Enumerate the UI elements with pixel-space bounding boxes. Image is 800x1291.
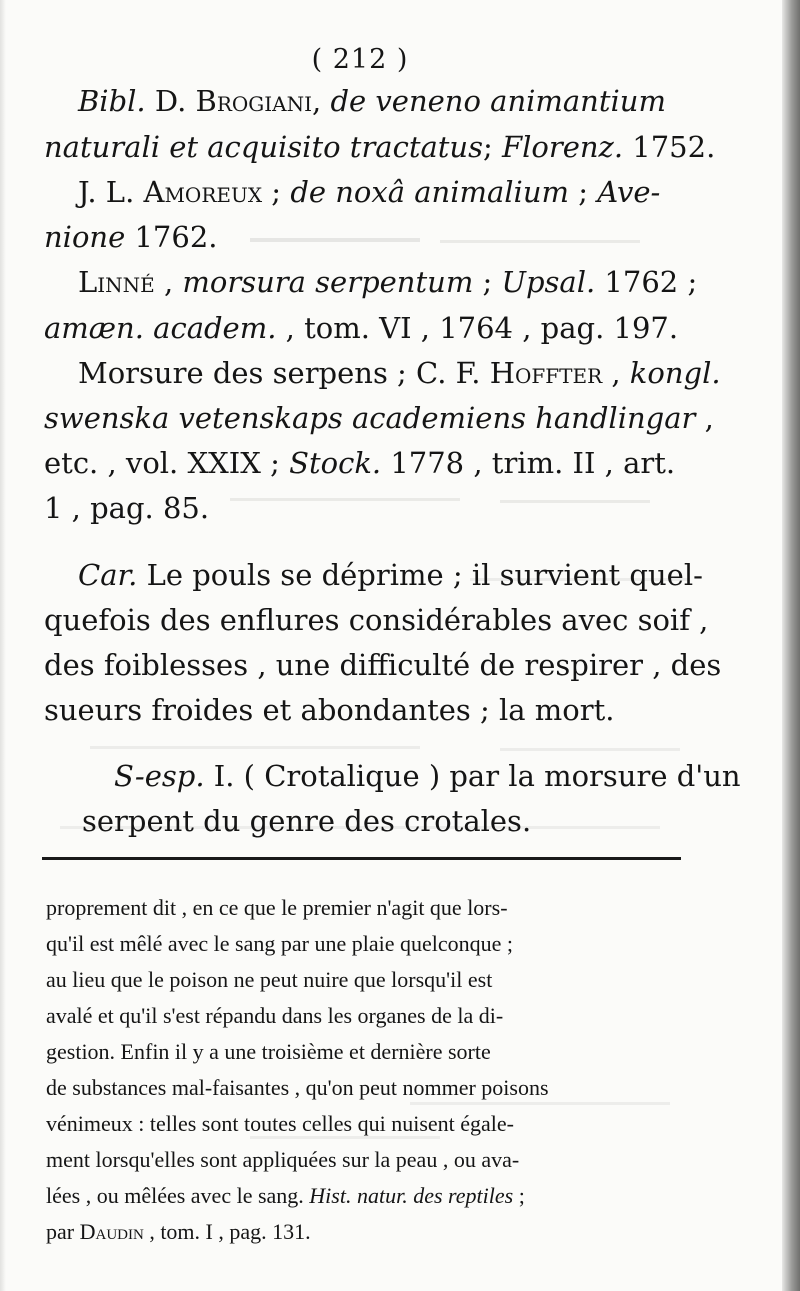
work-title: kongl. [629, 356, 721, 390]
text-span: serpent du genre des crotales. [82, 804, 532, 838]
text-line [44, 603, 708, 637]
text-span: , [602, 356, 630, 390]
text-span: ; [262, 175, 291, 209]
place-name: Upsal. [501, 265, 596, 299]
text-span: 1762 ; [595, 265, 698, 299]
author-name: Amoreux [143, 175, 263, 209]
text-span: J. L. [78, 175, 144, 209]
text-span: 1 , pag. 85. [44, 491, 210, 525]
text-line [44, 220, 218, 254]
text-span: , tom. VI , 1764 , pag. 197. [276, 311, 679, 345]
text-span: ; [513, 1183, 525, 1208]
text-line [44, 491, 209, 525]
text-span: qu'il est mêlé avec le sang par une plaie quelconque ; [46, 931, 514, 956]
footnote-line [46, 1147, 519, 1173]
page-left-edge [0, 0, 6, 1291]
text-line [78, 356, 721, 390]
place-name: Ave- [597, 175, 661, 209]
footnote-line [46, 1111, 514, 1137]
text-span: , [154, 265, 183, 299]
text-span: au lieu que le poison ne peut nuire que lorsqu'il est [46, 967, 493, 992]
text-span: I. ( Crotalique ) par la morsure d'un [204, 759, 741, 793]
work-title: de veneno animantium [330, 84, 666, 118]
text-span: gestion. Enfin il y a une troisième et dernière sorte [46, 1039, 491, 1064]
text-line [78, 84, 666, 118]
text-span: ; [569, 175, 598, 209]
text-line [44, 648, 721, 682]
text-span: Morsure des serpens ; C. F. [78, 356, 490, 390]
author-name: Daudin [79, 1219, 144, 1244]
text-line [114, 759, 741, 793]
author-name: Hoffter [489, 356, 603, 390]
text-span: avalé et qu'il s'est répandu dans les organes de la di- [46, 1003, 504, 1028]
text-span: sueurs froides et abondantes ; la mort. [44, 693, 615, 727]
text-span: Bibl. [78, 84, 146, 118]
footnote-line [46, 967, 492, 993]
text-span: lées , ou mêlées avec le sang. [46, 1183, 310, 1208]
text-span: 1752. [623, 130, 716, 164]
author-name: Linné [78, 265, 155, 299]
footnote-line [46, 1003, 503, 1029]
text-line [78, 558, 703, 592]
text-span: D. [145, 84, 196, 118]
place-name: nione [44, 220, 126, 254]
work-title: morsura serpentum [182, 265, 474, 299]
text-line [78, 265, 697, 299]
work-title: de noxâ animalium [290, 175, 570, 209]
text-span: 1762. [125, 220, 218, 254]
footnote-line [46, 1219, 311, 1245]
text-span: vénimeux : telles sont toutes celles qui nuisent égale- [46, 1111, 514, 1136]
text-span: ment lorsqu'elles sont appliquées sur la peau , ou ava- [46, 1147, 520, 1172]
page-right-edge [782, 0, 800, 1291]
footnote-line [46, 1039, 491, 1065]
footnote-line [46, 1183, 525, 1209]
work-title: Hist. natur. des reptiles [309, 1183, 514, 1208]
author-name: Brogiani [195, 84, 313, 118]
text-line [44, 446, 675, 480]
text-span: de substances mal-faisantes , qu'on peut nommer poisons [46, 1075, 549, 1100]
text-span: quefois des enflures considérables avec soif , [44, 603, 709, 637]
text-span: ; [483, 130, 502, 164]
text-line [44, 311, 678, 345]
place-name: Florenz. [502, 130, 624, 164]
text-line [82, 804, 531, 838]
text-span: , [312, 84, 331, 118]
text-line [44, 693, 614, 727]
text-line [44, 130, 715, 164]
text-span: Le pouls se déprime ; il survient quel- [137, 558, 703, 592]
footnote-rule [42, 857, 681, 860]
text-span: proprement dit , en ce que le premier n'agit que lors- [46, 895, 508, 920]
footnote-line [46, 895, 508, 921]
place-name: Stock. [289, 446, 382, 480]
page-number: ( 212 ) [311, 44, 409, 75]
work-title: amæn. academ. [44, 311, 277, 345]
work-title: swenska vetenskaps academiens handlingar [44, 401, 696, 435]
text-span: , [695, 401, 714, 435]
footnote-line [46, 1075, 549, 1101]
text-span: etc. , vol. XXIX ; [44, 446, 290, 480]
work-title: naturali et acquisito tractatus [44, 130, 483, 164]
text-span: ; [473, 265, 502, 299]
text-line [44, 401, 714, 435]
text-span: par [46, 1219, 80, 1244]
text-line [78, 175, 660, 209]
section-label: S-esp. [114, 759, 205, 793]
text-span: , tom. I , pag. 131. [143, 1219, 311, 1244]
text-span: 1778 , trim. II , art. [381, 446, 676, 480]
footnote-line [46, 931, 513, 957]
section-label: Car. [78, 558, 138, 592]
text-span: des foiblesses , une difficulté de respirer , des [44, 648, 722, 682]
